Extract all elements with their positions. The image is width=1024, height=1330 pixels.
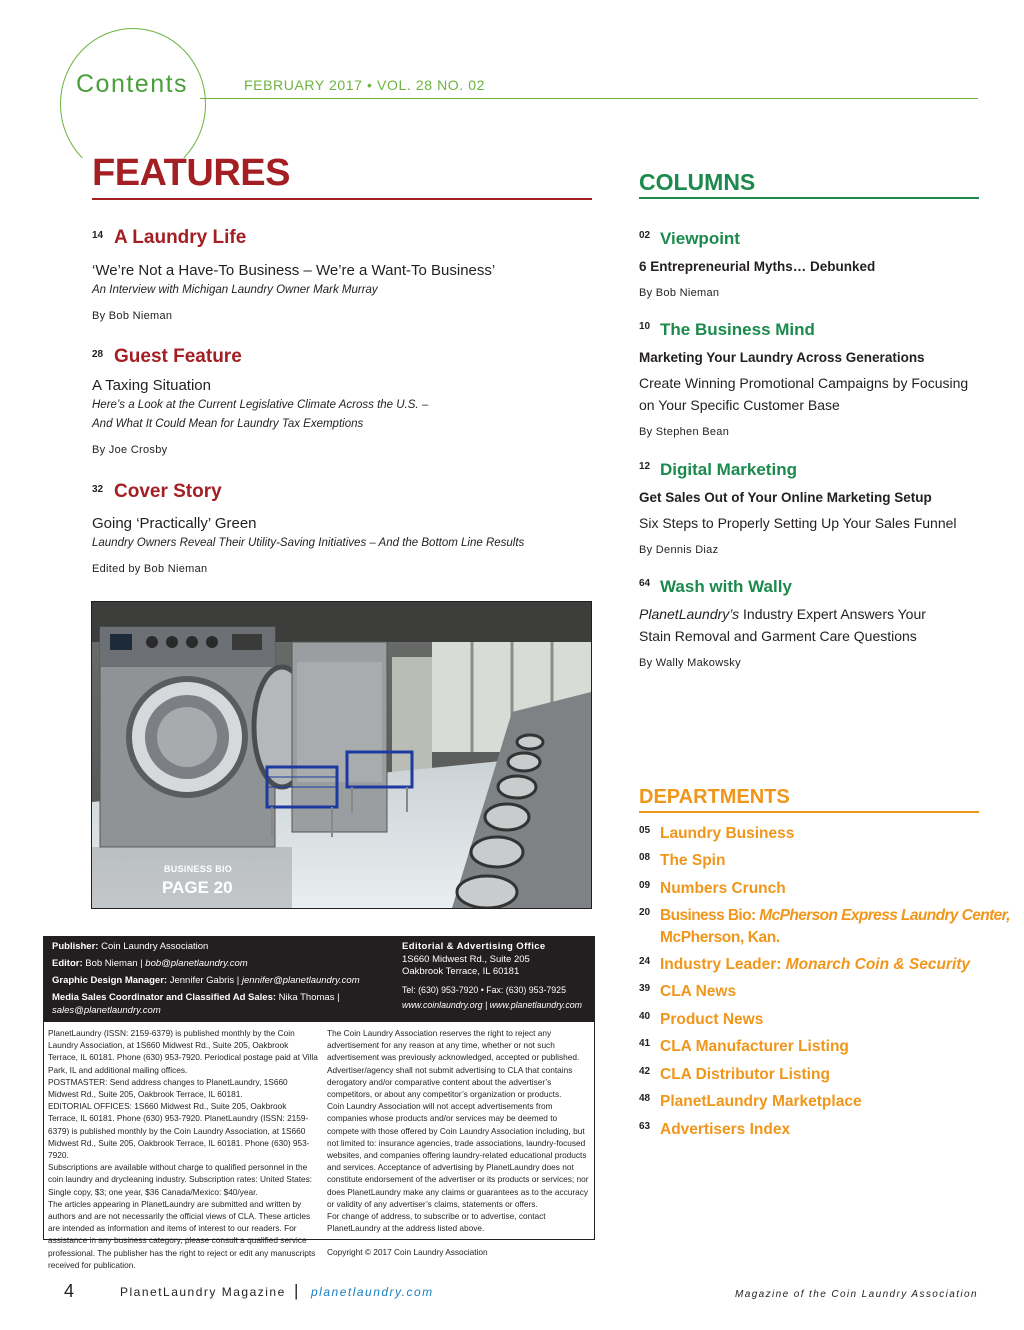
department-item[interactable]: CLA Manufacturer Listing — [660, 1038, 849, 1055]
column-byline: By Dennis Diaz — [639, 544, 719, 556]
feature-subtitle: A Taxing Situation — [92, 377, 211, 394]
department-page-number: 41 — [639, 1038, 651, 1049]
header-rule — [200, 98, 978, 99]
fineprint-right: The Coin Laundry Association reserves the right to reject any advertisement for any reason at any time, whether or not such advertisement was previously acknowledged, accepted or published. Advertiser/agency shall not submit advertising to CLA that contains derogatory and/or comparative content about the advertiser’s competitors, or about any competitor’s organization or products. Coin Laundry Association will not accept advertisements from companies whose products and/or services may be deemed to compete with those offered by Coin Laundry Association including, but not limited to: insurance agencies, trade associations, laundry-focused websites, and companies offering laundry-related educational products and services. Acceptance of advertising by PlanetLaundry does not constitute endorsement of the advertiser or its products or services; nor does PlanetLaundry make any claims or guarantees as to the accuracy or validity of any advertiser’s claims, statements or offers. For change of address, to subscribe or to advertise, contact PlanetLaundry at the address listed above. Copyright © 2017 Coin Laundry Association — [327, 1028, 589, 1258]
column-headline: Marketing Your Laundry Across Generations — [639, 350, 925, 365]
column-page-number: 64 — [639, 578, 651, 589]
column-description: Stain Removal and Garment Care Questions — [639, 628, 917, 644]
department-item[interactable]: Product News — [660, 1011, 764, 1028]
department-page-number: 08 — [639, 852, 651, 863]
column-description: Create Winning Promotional Campaigns by Focusing — [639, 375, 969, 391]
feature-description: Here’s a Look at the Current Legislative Climate Across the U.S. – — [92, 399, 429, 411]
feature-byline: By Joe Crosby — [92, 444, 168, 456]
feature-page-number: 32 — [92, 484, 104, 495]
page-title: Contents — [76, 70, 189, 98]
editor-line: Editor: Bob Nieman | bob@planetlaundry.com — [52, 958, 248, 969]
department-item[interactable]: CLA Distributor Listing — [660, 1066, 830, 1083]
masthead-box — [43, 936, 595, 1270]
issue-info: FEBRUARY 2017 • VOL. 28 NO. 02 — [244, 77, 486, 93]
column-title[interactable]: The Business Mind — [660, 320, 815, 339]
cover-photo[interactable] — [91, 601, 592, 909]
column-description: on Your Specific Customer Base — [639, 397, 840, 413]
department-item[interactable]: Advertisers Index — [660, 1121, 791, 1138]
department-item[interactable]: CLA News — [660, 983, 737, 1000]
department-page-number: 63 — [639, 1121, 651, 1132]
feature-description: An Interview with Michigan Laundry Owner Mark Murray — [92, 284, 378, 296]
feature-page-number: 28 — [92, 349, 104, 360]
features-heading: FEATURES — [92, 152, 290, 194]
column-page-number: 12 — [639, 461, 651, 472]
column-byline: By Stephen Bean — [639, 426, 730, 438]
feature-byline: By Bob Nieman — [92, 310, 173, 322]
feature-title[interactable]: Guest Feature — [114, 346, 242, 367]
department-page-number: 20 — [639, 907, 651, 918]
department-page-number: 40 — [639, 1011, 651, 1022]
column-description: PlanetLaundry’s Industry Expert Answers Your — [639, 606, 926, 622]
column-title[interactable]: Wash with Wally — [660, 577, 792, 596]
feature-subtitle: ‘We’re Not a Have-To Business – We’re a Want-To Business’ — [92, 262, 496, 279]
feature-subtitle: Going ‘Practically’ Green — [92, 515, 257, 532]
department-page-number: 09 — [639, 880, 651, 891]
feature-description: And What It Could Mean for Laundry Tax Exemptions — [92, 418, 364, 430]
departments-heading: DEPARTMENTS — [639, 786, 790, 808]
publisher-line: Publisher: Coin Laundry Association — [52, 941, 209, 952]
design-line: Graphic Design Manager: Jennifer Gabris | jennifer@planetlaundry.com — [52, 975, 360, 986]
sales-email: sales@planetlaundry.com — [52, 1005, 161, 1016]
column-title[interactable]: Digital Marketing — [660, 460, 797, 479]
department-page-number: 42 — [639, 1066, 651, 1077]
column-byline: By Bob Nieman — [639, 287, 720, 299]
column-page-number: 02 — [639, 230, 651, 241]
office-phone: Tel: (630) 953-7920 • Fax: (630) 953-7925 — [402, 985, 566, 995]
magazine-name: PlanetLaundry Magazine — [120, 1285, 286, 1299]
column-title[interactable]: Viewpoint — [660, 229, 740, 248]
office-web: www.coinlaundry.org | www.planetlaundry.com — [402, 1000, 582, 1010]
department-item[interactable]: The Spin — [660, 852, 726, 869]
office-address: 1S660 Midwest Rd., Suite 205 — [402, 954, 530, 965]
column-headline: 6 Entrepreneurial Myths… Debunked — [639, 259, 876, 274]
column-page-number: 10 — [639, 321, 651, 332]
feature-title[interactable]: A Laundry Life — [114, 227, 247, 248]
department-item[interactable]: Numbers Crunch — [660, 880, 786, 897]
column-description: Six Steps to Properly Setting Up Your Sales Funnel — [639, 515, 957, 531]
department-page-number: 24 — [639, 956, 651, 967]
departments-rule — [639, 811, 979, 813]
photo-caption-page: PAGE 20 — [162, 878, 233, 897]
feature-title[interactable]: Cover Story — [114, 481, 222, 502]
department-item-continued[interactable]: McPherson, Kan. — [660, 929, 780, 946]
page-number: 4 — [64, 1281, 75, 1301]
department-item[interactable]: PlanetLaundry Marketplace — [660, 1093, 862, 1110]
columns-rule — [639, 197, 979, 199]
department-item[interactable]: Laundry Business — [660, 825, 795, 842]
features-rule — [92, 198, 592, 200]
department-page-number: 48 — [639, 1093, 651, 1104]
feature-page-number: 14 — [92, 230, 104, 241]
column-byline: By Wally Makowsky — [639, 657, 741, 669]
department-page-number: 39 — [639, 983, 651, 994]
masthead-staff — [44, 937, 594, 1022]
office-label: Editorial & Advertising Office — [402, 941, 546, 952]
office-city: Oakbrook Terrace, IL 60181 — [402, 966, 520, 977]
website-link[interactable]: planetlaundry.com — [311, 1285, 434, 1299]
department-page-number: 05 — [639, 825, 651, 836]
department-item[interactable]: Industry Leader: Monarch Coin & Security — [660, 956, 971, 973]
footer-divider: | — [294, 1281, 299, 1300]
column-headline: Get Sales Out of Your Online Marketing Setup — [639, 490, 932, 505]
feature-description: Laundry Owners Reveal Their Utility-Saving Initiatives – And the Bottom Line Results — [92, 537, 525, 549]
photo-caption-label: BUSINESS BIO — [164, 864, 233, 874]
sales-line: Media Sales Coordinator and Classified Ad Sales: Nika Thomas | — [52, 992, 340, 1003]
feature-byline: Edited by Bob Nieman — [92, 563, 208, 575]
fineprint-left: PlanetLaundry (ISSN: 2159-6379) is published monthly by the Coin Laundry Association, at 1S660 Midwest Rd., Suite 205, Oakbrook Terrace, IL 60181. Phone (630) 953-7920. Periodical postage paid at Villa Park, IL and additional mailing offices. POSTMASTER: Send address changes to PlanetLaundry, 1S660 Midwest Rd., Suite 205, Oakbrook Terrace, IL 60181. EDITORIAL OFFICES: 1S660 Midwest Rd., Suite 205, Oakbrook Terrace, IL 60181. Phone (630) 953-7920. PlanetLaundry (ISSN: 2159-6379) is published monthly by the Coin Laundry Association, at 1S660 Midwest Rd., Suite 205, Oakbrook Terrace, IL 60181. Phone (630) 953-7920. Subscriptions are available without charge to qualified personnel in the coin laundry and drycleaning industry. Subscription rates: United States: Single copy, $3; one year, $36 Canada/Mexico: $40/year. The articles appearing in PlanetLaundry are submitted and written by authors and are not necessarily the official views of CLA. These articles are intended as information and items of interest to our readers. For assistance in any business category, please consult a qualified service professional. The publisher has the right to reject or edit any manuscripts received for publication. — [48, 1028, 318, 1270]
columns-heading: COLUMNS — [639, 169, 756, 195]
footer-tagline: Magazine of the Coin Laundry Association — [735, 1289, 978, 1300]
laundromat-illustration — [92, 602, 591, 908]
department-item[interactable]: Business Bio: McPherson Express Laundry Center, — [660, 907, 1010, 924]
